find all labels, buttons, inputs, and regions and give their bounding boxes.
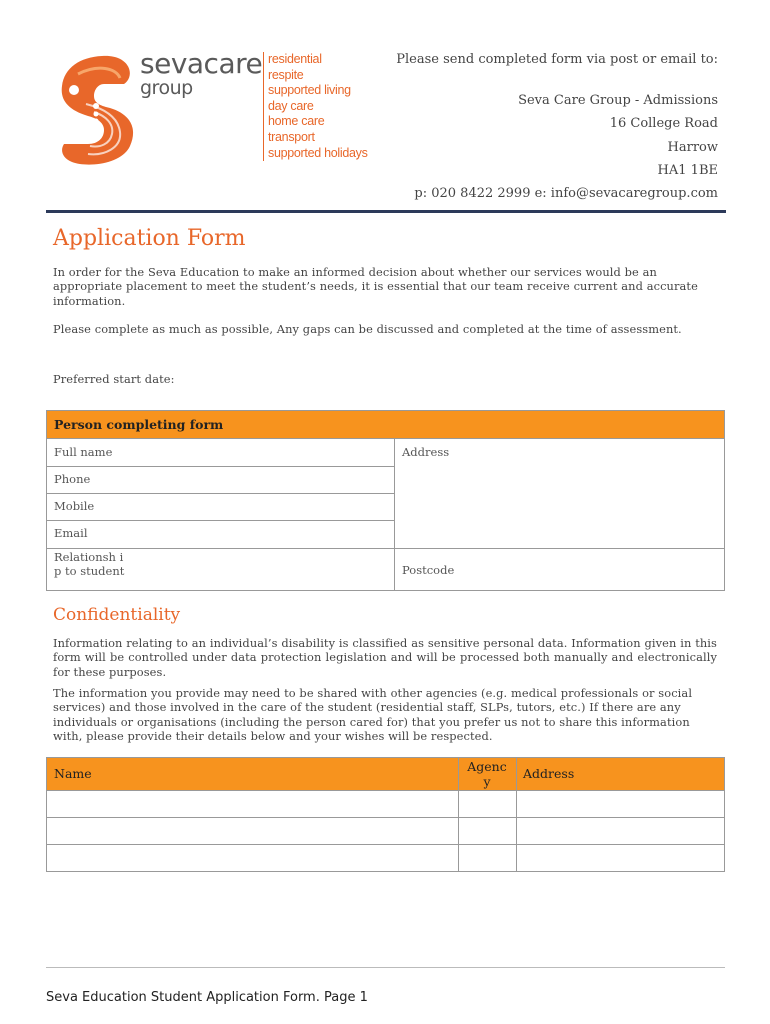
- column-header-agency: Agenc y: [467, 759, 507, 789]
- contact-line: 16 College Road: [609, 116, 718, 132]
- sevacare-logo-icon: [58, 54, 136, 166]
- table-row[interactable]: [47, 791, 458, 817]
- service-item: supported living: [268, 83, 351, 98]
- mobile-label: Mobile: [54, 499, 95, 513]
- full-name-label: Full name: [54, 445, 113, 459]
- contact-line: HA1 1BE: [657, 162, 718, 178]
- column-divider: [458, 758, 459, 871]
- contact-block: [396, 48, 718, 205]
- share-restrictions-table: [46, 757, 725, 872]
- mobile-field[interactable]: [47, 494, 394, 520]
- services-list: [263, 52, 368, 161]
- table-header: [47, 758, 724, 791]
- brand-subtitle: group: [140, 77, 193, 99]
- column-header-address: Address: [523, 766, 575, 781]
- postcode-field[interactable]: [395, 549, 725, 591]
- page-footer: Seva Education Student Application Form. Page 1: [46, 990, 368, 1005]
- postcode-label: Postcode: [402, 563, 455, 577]
- footer-divider: [46, 967, 725, 968]
- confidentiality-title: Confidentiality: [53, 605, 181, 625]
- phone-label: Phone: [54, 472, 91, 486]
- confidentiality-paragraph: Information relating to an individual’s disability is classified as sensitive personal data. Information given in this form will be controlled under data protection legislation and will be processed both manually and electronically for these purposes.: [53, 636, 717, 679]
- contact-phone-email: p: 020 8422 2999 e: info@sevacaregroup.com: [414, 185, 718, 201]
- brand-name: sevacare: [140, 47, 263, 80]
- contact-line: Seva Care Group - Admissions: [518, 93, 718, 109]
- service-item: home care: [268, 114, 325, 129]
- start-date-label: Preferred start date:: [53, 372, 175, 386]
- address-field[interactable]: [395, 440, 725, 548]
- page-title: Application Form: [53, 226, 246, 251]
- column-divider: [516, 758, 517, 871]
- relationship-label: Relationsh ip to student: [54, 550, 125, 578]
- email-label: Email: [54, 526, 88, 540]
- service-item: transport: [268, 129, 315, 144]
- column-header-name: Name: [54, 766, 92, 781]
- contact-intro: Please send completed form via post or email to:: [396, 52, 718, 67]
- table-row[interactable]: [47, 818, 458, 844]
- contact-line: Harrow: [667, 139, 718, 155]
- phone-field[interactable]: [47, 467, 394, 493]
- address-label: Address: [402, 445, 450, 459]
- table-row[interactable]: [47, 845, 458, 871]
- service-item: day care: [268, 98, 314, 113]
- person-completing-form-table: [46, 410, 725, 591]
- service-item: supported holidays: [268, 145, 368, 160]
- table-header: Person completing form: [47, 411, 724, 439]
- service-item: respite: [268, 67, 304, 82]
- full-name-field[interactable]: [47, 440, 394, 466]
- relationship-field[interactable]: [47, 549, 137, 591]
- confidentiality-paragraph-2: The information you provide may need to be shared with other agencies (e.g. medical professionals or social services) and those involved in the care of the student (residential staff, SLPs, tutors, etc.) If there are any individuals or organisations (including the person cared for) that you prefer us not to share this information with, please provide their details below and your wishes will be respected.: [53, 686, 693, 743]
- header-divider: [46, 210, 726, 213]
- intro-paragraph: In order for the Seva Education to make an informed decision about whether our services would be an appropriate placement to meet the student’s needs, it is essential that our team receive current and accurate information.: [53, 265, 698, 308]
- service-item: residential: [268, 52, 322, 66]
- email-field[interactable]: [47, 521, 394, 548]
- intro-paragraph-2: Please complete as much as possible, Any gaps can be discussed and completed at the time of assessment.: [53, 322, 682, 336]
